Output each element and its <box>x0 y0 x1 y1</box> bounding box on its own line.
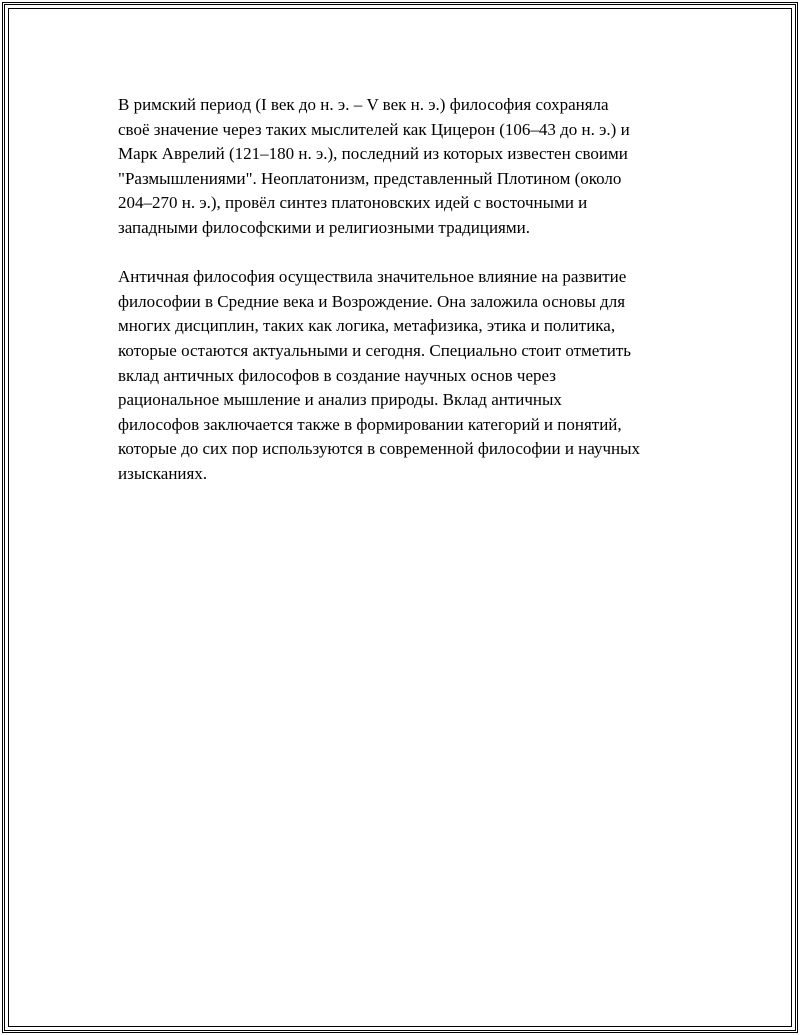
document-body <box>118 93 693 511</box>
text-line: рациональное мышление и анализ природы. Вклад античных <box>118 390 562 410</box>
text-line: философии в Средние века и Возрождение. Она заложила основы для <box>118 291 626 311</box>
text-line: вклад античных философов в создание научных основ через <box>118 365 556 385</box>
text-line: философов заключается также в формировании категорий и понятий, <box>118 414 622 434</box>
text-line: западными философскими и религиозными традициями. <box>118 217 530 237</box>
paragraph-roman-period <box>118 93 693 241</box>
paragraph-ancient-influence <box>118 265 693 486</box>
text-line: которые до сих пор используются в современной философии и научных <box>118 439 641 459</box>
text-line: Марк Аврелий (121–180 н. э.), последний из которых известен своими <box>118 144 628 164</box>
text-line: многих дисциплин, таких как логика, метафизика, этика и политика, <box>118 316 616 336</box>
text-line: своё значение через таких мыслителей как Цицерон (106–43 до н. э.) и <box>118 119 630 139</box>
text-line: 204–270 н. э.), провёл синтез платоновских идей с восточными и <box>118 193 588 213</box>
text-line: изысканиях. <box>118 463 208 483</box>
text-line: Античная философия осуществила значительное влияние на развитие <box>118 267 627 287</box>
text-line: которые остаются актуальными и сегодня. Специально стоит отметить <box>118 340 632 360</box>
text-line: "Размышлениями". Неоплатонизм, представленный Плотином (около <box>118 168 622 188</box>
text-line: В римский период (I век до н. э. – V век н. э.) философия сохраняла <box>118 95 609 114</box>
